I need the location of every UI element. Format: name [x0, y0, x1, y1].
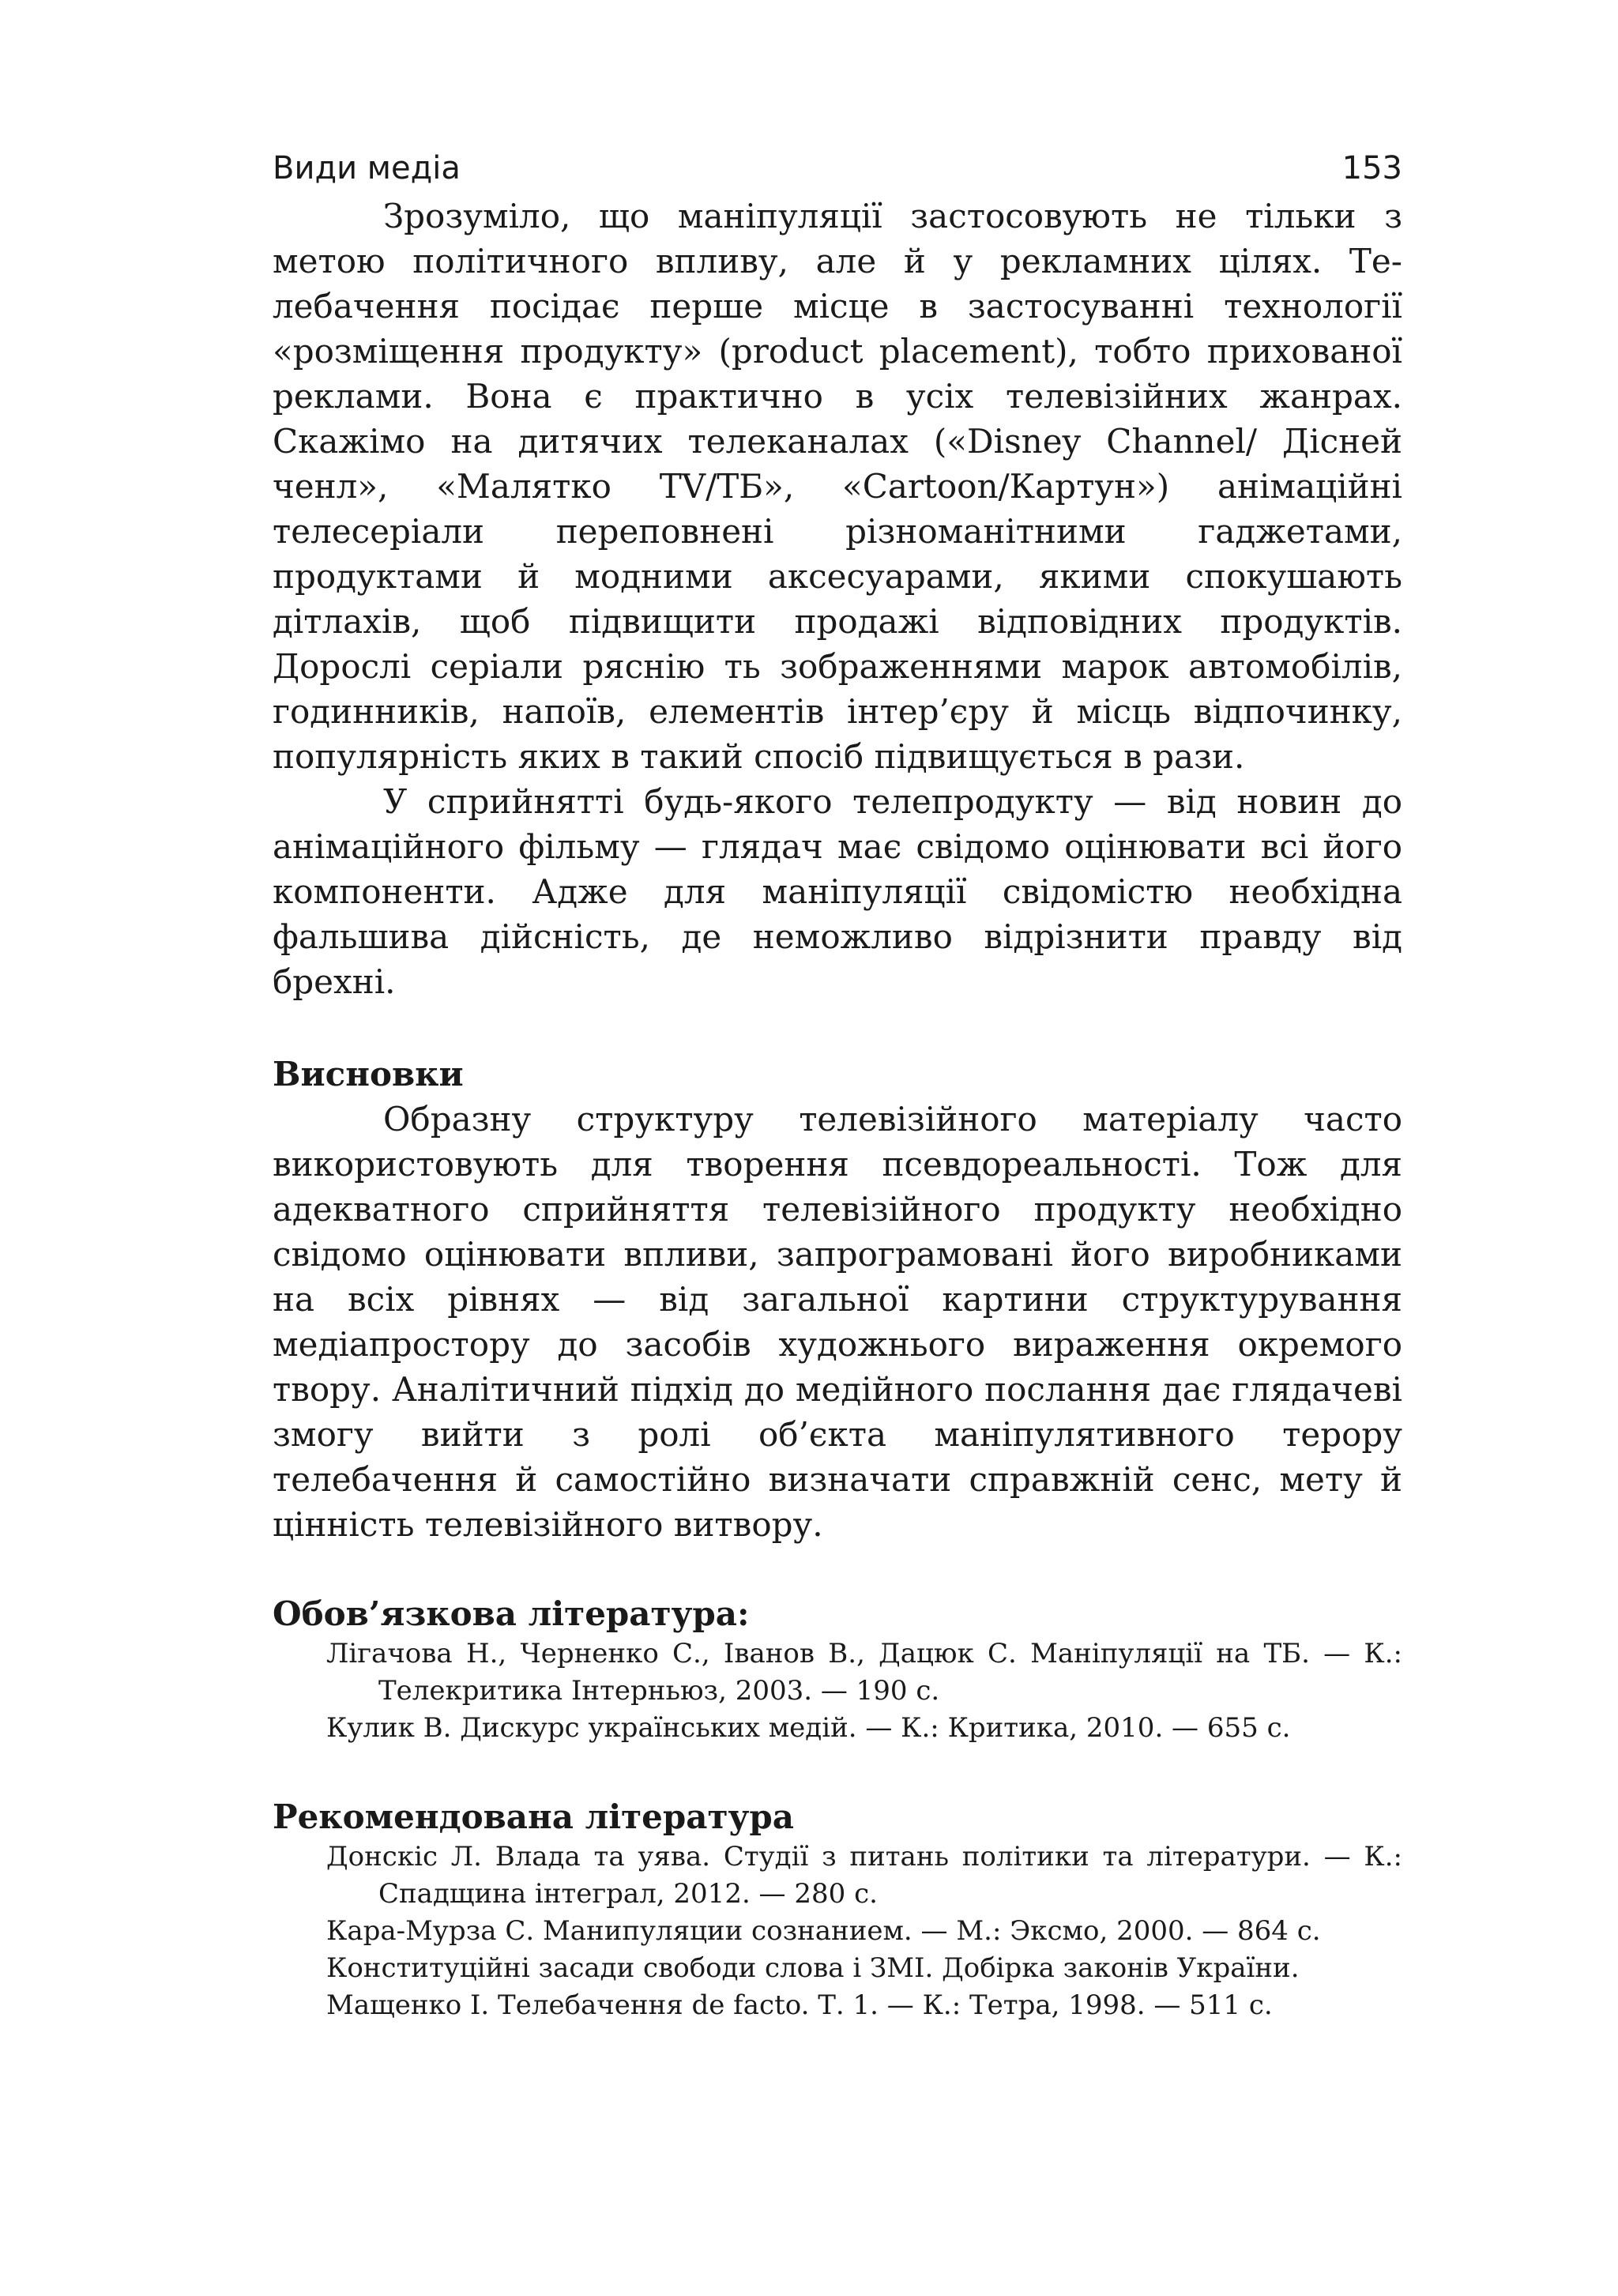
literature-item: Донскіс Л. Влада та уява. Студії з питань політики та літератури. — К.: Спадщина інтеграл, 2012. — 280 с. — [326, 1841, 1402, 1910]
page-number: 153 — [1341, 150, 1402, 186]
recommended-literature-list — [273, 1839, 1402, 2024]
literature-item: Кулик В. Дискурс українських медій. — К.: Критика, 2010. — 655 с. — [326, 1712, 1291, 1744]
required-literature-heading: Обов’язкова література: — [273, 1594, 750, 1633]
body-paragraph: Зрозуміло, що маніпуляції застосовують не тільки з метою політичного впливу, але й у рекламних цілях. Телебачення посідає перше місце в застосуванні технології «розміщення продукту» (product placement), тобто прихованої реклами. Вона є практично в усіх телевізійних жанрах. Скажімо на дитячих телеканалах («Disney Channel/ Дісней ченл», «Малятко TV/ТБ», «Cartoon/Картун») анімаційні телесеріали переповнені різноманітними гаджетами, продуктами й модними аксесуарами, якими спокушають дітлахів, щоб підвищити продажі відповідних продуктів. Дорослі серіали ряснію ть зображеннями марок автомобілів, годинників, напоїв, елементів інтер’єру й місць відпочинку, популярність яких в такий спосіб підвищується в рази. — [273, 197, 1402, 776]
conclusions-paragraph: Образну структуру телевізійного матеріалу часто використовують для творення псевдореальності. Тож для адекватного сприйняття телевізійного продукту необхідно свідомо оцінювати впливи, запрограмовані його виробниками на всіх рівнях — від загальної картини структурування медіапростору до засобів художнього вираження окремого твору. Аналітичний підхід до медійного послання дає глядачеві змогу вийти з ролі об’єкта маніпулятивного терору телебачення й самостійно визначати справжній сенс, мету й цінність телевізійного витвору. — [273, 1100, 1402, 1544]
main-text — [273, 194, 1402, 1004]
body-paragraph: У сприйнятті будь-якого телепродукту — від новин до анімаційного фільму — глядач має свідомо оцінювати всі його компоненти. Адже для маніпуляції свідомістю необхідна фальшива дійсність, де неможливо відрізнити правду від брехні. — [273, 782, 1402, 1001]
book-page — [273, 146, 1402, 2024]
literature-item: Лігачова Н., Черненко С., Іванов В., Дацюк С. Маніпуляції на ТБ. — К.: Телекритика Інтерньюз, 2003. — 190 с. — [326, 1638, 1402, 1707]
required-literature-list — [273, 1635, 1402, 1747]
conclusions-text — [273, 1097, 1402, 1547]
running-header — [273, 146, 1402, 190]
conclusions-heading: Висновки — [273, 1055, 464, 1093]
section-title: Види медіа — [273, 150, 461, 186]
literature-item: Кара-Мурза С. Манипуляции сознанием. — М.: Эксмо, 2000. — 864 с. — [326, 1915, 1321, 1947]
literature-item: Конституційні засади свободи слова і ЗМІ. Добірка законів України. — [326, 1952, 1300, 1984]
literature-item: Мащенко І. Телебачення de facto. Т. 1. — К.: Тетра, 1998. — 511 с. — [326, 1989, 1273, 2021]
recommended-literature-heading: Рекомендована література — [273, 1797, 794, 1836]
